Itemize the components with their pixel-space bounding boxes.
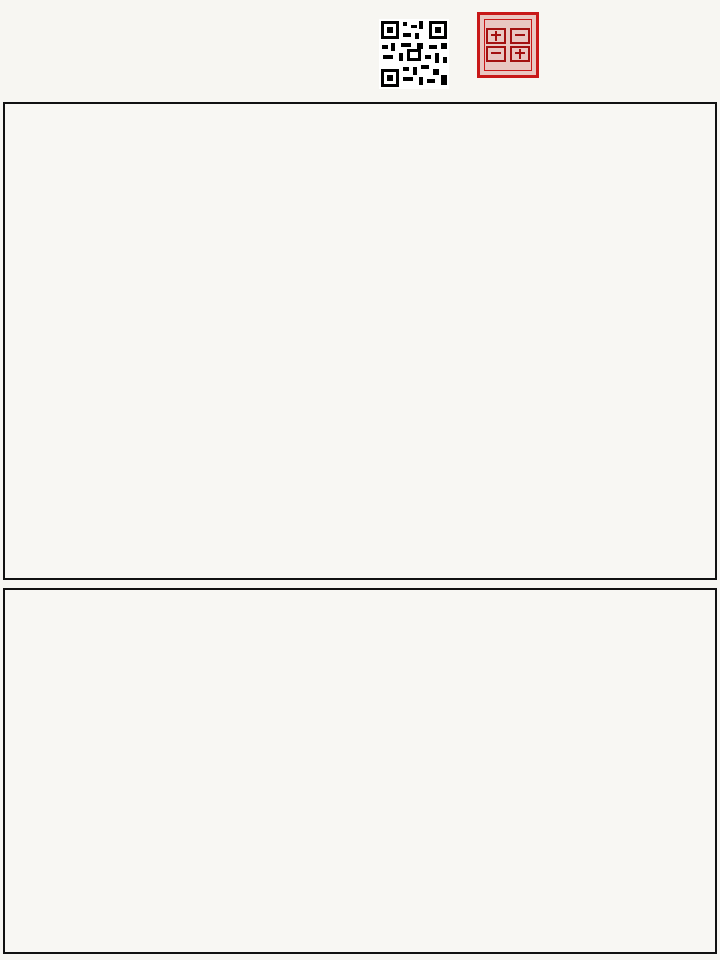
- red-seal-stamp: [477, 12, 539, 78]
- qr-code-icon: [379, 19, 449, 89]
- seal-glyph-icon: [481, 25, 535, 65]
- year-grid: [3, 588, 717, 954]
- header-info: [10, 8, 390, 31]
- brand-logo: [540, 10, 720, 80]
- chart-grid: [3, 102, 717, 580]
